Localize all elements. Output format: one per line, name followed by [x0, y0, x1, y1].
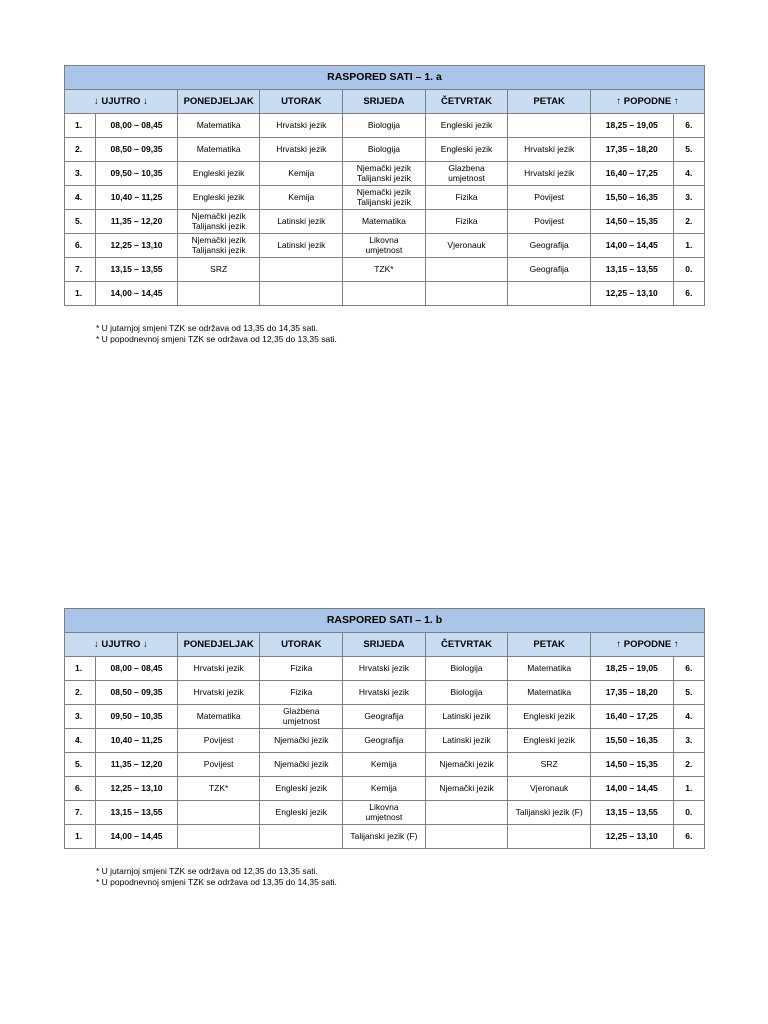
- subject-cell: SRZ: [508, 753, 591, 777]
- subject-cell: Engleski jezik: [425, 114, 508, 138]
- subject-cell: [177, 282, 260, 306]
- subject-cell: Povijest: [508, 210, 591, 234]
- afternoon-time: 14,50 – 15,35: [590, 753, 673, 777]
- afternoon-time: 12,25 – 13,10: [590, 282, 673, 306]
- subject-cell: [425, 801, 508, 825]
- subject-cell: [343, 282, 426, 306]
- column-header: ↓ UJUTRO ↓: [65, 90, 178, 114]
- morning-time: 08,50 – 09,35: [96, 138, 178, 162]
- table-row: [65, 657, 705, 681]
- subject-cell: Fizika: [425, 186, 508, 210]
- subject-cell: Povijest: [177, 729, 260, 753]
- subject-cell: TZK*: [177, 777, 260, 801]
- timetable-1b: [64, 608, 705, 849]
- column-header: PETAK: [508, 90, 591, 114]
- morning-time: 14,00 – 14,45: [96, 825, 178, 849]
- afternoon-period-number: 5.: [673, 681, 704, 705]
- subject-cell: Hrvatski jezik: [508, 162, 591, 186]
- subject-cell: Engleski jezik: [177, 186, 260, 210]
- subject-cell: Matematika: [508, 657, 591, 681]
- period-number: 5.: [65, 753, 96, 777]
- afternoon-time: 13,15 – 13,55: [590, 258, 673, 282]
- column-header: SRIJEDA: [343, 90, 426, 114]
- subject-cell: Povijest: [177, 753, 260, 777]
- morning-time: 10,40 – 11,25: [96, 186, 178, 210]
- afternoon-period-number: 2.: [673, 210, 704, 234]
- subject-cell: Hrvatski jezik: [343, 681, 426, 705]
- subject-cell: [177, 825, 260, 849]
- table-row: [65, 753, 705, 777]
- subject-cell: Likovna umjetnost: [343, 801, 426, 825]
- column-header: PONEDJELJAK: [177, 90, 260, 114]
- table-row: [65, 801, 705, 825]
- subject-cell: Hrvatski jezik: [177, 657, 260, 681]
- subject-cell: Njemački jezik: [260, 729, 343, 753]
- period-number: 4.: [65, 186, 96, 210]
- subject-cell: TZK*: [343, 258, 426, 282]
- table-row: [65, 777, 705, 801]
- subject-cell: Talijanski jezik (F): [343, 825, 426, 849]
- table-row: [65, 729, 705, 753]
- subject-cell: [260, 282, 343, 306]
- subject-cell: Matematika: [508, 681, 591, 705]
- column-header: ↓ UJUTRO ↓: [65, 633, 178, 657]
- subject-cell: Engleski jezik: [508, 729, 591, 753]
- morning-time: 14,00 – 14,45: [96, 282, 178, 306]
- morning-time: 13,15 – 13,55: [96, 258, 178, 282]
- column-header: ČETVRTAK: [425, 633, 508, 657]
- afternoon-time: 17,35 – 18,20: [590, 138, 673, 162]
- subject-cell: Njemački jezik Talijanski jezik: [343, 162, 426, 186]
- morning-time: 08,00 – 08,45: [96, 657, 178, 681]
- subject-cell: Matematika: [343, 210, 426, 234]
- subject-cell: Biologija: [343, 114, 426, 138]
- column-header: UTORAK: [260, 633, 343, 657]
- afternoon-time: 18,25 – 19,05: [590, 114, 673, 138]
- afternoon-period-number: 4.: [673, 705, 704, 729]
- footnote: * U popodnevnoj smjeni TZK se održava od 13,35 do 14,35 sati.: [96, 877, 337, 887]
- subject-cell: [260, 258, 343, 282]
- column-header: SRIJEDA: [343, 633, 426, 657]
- morning-time: 11,35 – 12,20: [96, 753, 178, 777]
- table-row: [65, 258, 705, 282]
- subject-cell: Njemački jezik: [425, 753, 508, 777]
- table-row: [65, 282, 705, 306]
- subject-cell: Fizika: [425, 210, 508, 234]
- footnote: * U jutarnjoj smjeni TZK se održava od 13,35 do 14,35 sati.: [96, 323, 318, 333]
- period-number: 1.: [65, 282, 96, 306]
- footnote: * U popodnevnoj smjeni TZK se održava od 12,35 do 13,35 sati.: [96, 334, 337, 344]
- afternoon-time: 16,40 – 17,25: [590, 705, 673, 729]
- column-header: PONEDJELJAK: [177, 633, 260, 657]
- subject-cell: Kemija: [260, 162, 343, 186]
- morning-time: 08,50 – 09,35: [96, 681, 178, 705]
- column-header: ↑ POPODNE ↑: [590, 633, 704, 657]
- subject-cell: Glazbena umjetnost: [425, 162, 508, 186]
- table-row: [65, 186, 705, 210]
- subject-cell: Biologija: [425, 681, 508, 705]
- subject-cell: Vjeronauk: [425, 234, 508, 258]
- subject-cell: Fizika: [260, 657, 343, 681]
- subject-cell: Geografija: [343, 705, 426, 729]
- morning-time: 13,15 – 13,55: [96, 801, 178, 825]
- afternoon-time: 14,50 – 15,35: [590, 210, 673, 234]
- subject-cell: Engleski jezik: [508, 705, 591, 729]
- afternoon-period-number: 0.: [673, 801, 704, 825]
- subject-cell: [508, 825, 591, 849]
- morning-time: 10,40 – 11,25: [96, 729, 178, 753]
- subject-cell: Njemački jezik: [260, 753, 343, 777]
- afternoon-period-number: 5.: [673, 138, 704, 162]
- period-number: 3.: [65, 705, 96, 729]
- table-row: [65, 162, 705, 186]
- footnote: * U jutarnjoj smjeni TZK se održava od 12,35 do 13,35 sati.: [96, 866, 318, 876]
- subject-cell: Biologija: [343, 138, 426, 162]
- subject-cell: Engleski jezik: [260, 801, 343, 825]
- subject-cell: Kemija: [260, 186, 343, 210]
- subject-cell: Njemački jezik Talijanski jezik: [343, 186, 426, 210]
- subject-cell: Fizika: [260, 681, 343, 705]
- table-row: [65, 210, 705, 234]
- afternoon-period-number: 6.: [673, 825, 704, 849]
- subject-cell: Vjeronauk: [508, 777, 591, 801]
- subject-cell: Matematika: [177, 138, 260, 162]
- afternoon-time: 18,25 – 19,05: [590, 657, 673, 681]
- subject-cell: Kemija: [343, 777, 426, 801]
- afternoon-period-number: 1.: [673, 234, 704, 258]
- period-number: 1.: [65, 657, 96, 681]
- subject-cell: Kemija: [343, 753, 426, 777]
- period-number: 5.: [65, 210, 96, 234]
- afternoon-time: 13,15 – 13,55: [590, 801, 673, 825]
- subject-cell: Geografija: [508, 234, 591, 258]
- subject-cell: Likovna umjetnost: [343, 234, 426, 258]
- afternoon-time: 15,50 – 16,35: [590, 729, 673, 753]
- subject-cell: [425, 825, 508, 849]
- afternoon-period-number: 6.: [673, 657, 704, 681]
- period-number: 2.: [65, 138, 96, 162]
- morning-time: 09,50 – 10,35: [96, 705, 178, 729]
- subject-cell: Glazbena umjetnost: [260, 705, 343, 729]
- table-row: [65, 681, 705, 705]
- subject-cell: Povijest: [508, 186, 591, 210]
- subject-cell: Latinski jezik: [260, 210, 343, 234]
- table-title: RASPORED SATI – 1. b: [65, 609, 705, 633]
- table-row: [65, 825, 705, 849]
- subject-cell: Hrvatski jezik: [260, 138, 343, 162]
- column-header: ↑ POPODNE ↑: [590, 90, 704, 114]
- period-number: 6.: [65, 234, 96, 258]
- afternoon-period-number: 1.: [673, 777, 704, 801]
- afternoon-period-number: 0.: [673, 258, 704, 282]
- table-row: [65, 705, 705, 729]
- afternoon-time: 12,25 – 13,10: [590, 825, 673, 849]
- subject-cell: Njemački jezik Talijanski jezik: [177, 234, 260, 258]
- table-row: [65, 114, 705, 138]
- table-row: [65, 138, 705, 162]
- subject-cell: Engleski jezik: [260, 777, 343, 801]
- subject-cell: [508, 282, 591, 306]
- subject-cell: Hrvatski jezik: [260, 114, 343, 138]
- subject-cell: Njemački jezik Talijanski jezik: [177, 210, 260, 234]
- subject-cell: Hrvatski jezik: [343, 657, 426, 681]
- afternoon-period-number: 6.: [673, 114, 704, 138]
- period-number: 7.: [65, 258, 96, 282]
- subject-cell: Geografija: [343, 729, 426, 753]
- footnotes: [96, 323, 337, 345]
- period-number: 1.: [65, 825, 96, 849]
- period-number: 4.: [65, 729, 96, 753]
- subject-cell: Engleski jezik: [177, 162, 260, 186]
- subject-cell: Geografija: [508, 258, 591, 282]
- footnotes: [96, 866, 337, 888]
- period-number: 6.: [65, 777, 96, 801]
- subject-cell: Latinski jezik: [425, 729, 508, 753]
- subject-cell: Engleski jezik: [425, 138, 508, 162]
- morning-time: 12,25 – 13,10: [96, 234, 178, 258]
- table-title: RASPORED SATI – 1. a: [65, 66, 705, 90]
- morning-time: 08,00 – 08,45: [96, 114, 178, 138]
- period-number: 1.: [65, 114, 96, 138]
- subject-cell: Latinski jezik: [425, 705, 508, 729]
- period-number: 2.: [65, 681, 96, 705]
- period-number: 3.: [65, 162, 96, 186]
- subject-cell: Matematika: [177, 705, 260, 729]
- column-header: UTORAK: [260, 90, 343, 114]
- subject-cell: SRZ: [177, 258, 260, 282]
- subject-cell: Matematika: [177, 114, 260, 138]
- afternoon-time: 16,40 – 17,25: [590, 162, 673, 186]
- afternoon-period-number: 2.: [673, 753, 704, 777]
- subject-cell: Hrvatski jezik: [177, 681, 260, 705]
- column-header: ČETVRTAK: [425, 90, 508, 114]
- afternoon-period-number: 6.: [673, 282, 704, 306]
- timetable-1a: [64, 65, 705, 306]
- subject-cell: Biologija: [425, 657, 508, 681]
- afternoon-period-number: 3.: [673, 186, 704, 210]
- subject-cell: Njemački jezik: [425, 777, 508, 801]
- subject-cell: Hrvatski jezik: [508, 138, 591, 162]
- period-number: 7.: [65, 801, 96, 825]
- afternoon-period-number: 3.: [673, 729, 704, 753]
- morning-time: 11,35 – 12,20: [96, 210, 178, 234]
- subject-cell: Latinski jezik: [260, 234, 343, 258]
- afternoon-time: 14,00 – 14,45: [590, 777, 673, 801]
- subject-cell: Talijanski jezik (F): [508, 801, 591, 825]
- afternoon-period-number: 4.: [673, 162, 704, 186]
- table-row: [65, 234, 705, 258]
- morning-time: 09,50 – 10,35: [96, 162, 178, 186]
- afternoon-time: 17,35 – 18,20: [590, 681, 673, 705]
- subject-cell: [260, 825, 343, 849]
- subject-cell: [425, 282, 508, 306]
- morning-time: 12,25 – 13,10: [96, 777, 178, 801]
- subject-cell: [177, 801, 260, 825]
- afternoon-time: 15,50 – 16,35: [590, 186, 673, 210]
- subject-cell: [425, 258, 508, 282]
- subject-cell: [508, 114, 591, 138]
- afternoon-time: 14,00 – 14,45: [590, 234, 673, 258]
- column-header: PETAK: [508, 633, 591, 657]
